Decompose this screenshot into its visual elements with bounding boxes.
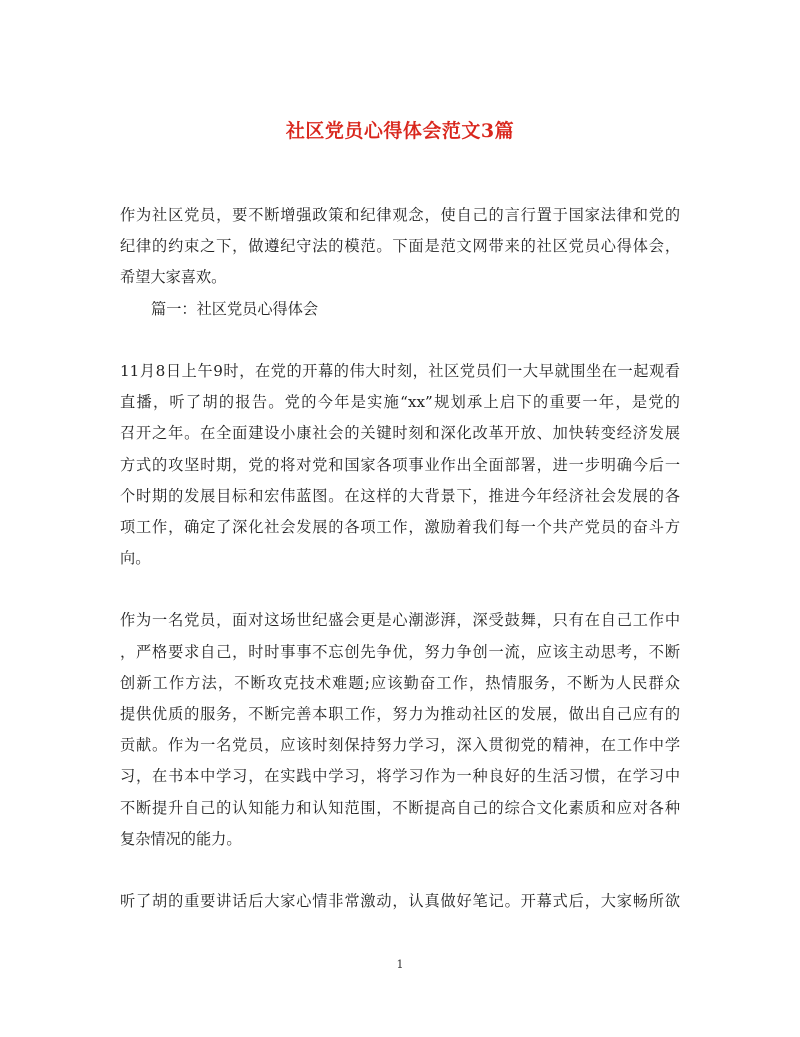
paragraph-2-line: 提供优质的服务，不断完善本职工作，努力为推动社区的发展，做出自己应有的 <box>120 705 680 723</box>
paragraph-1-line: 11月8日上午9时，在党的开幕的伟大时刻，社区党员们一大早就围坐在一起观看 <box>120 361 680 380</box>
paragraph-1-line: 向。 <box>120 549 151 568</box>
paragraph-1-line: 项工作，确定了深化社会发展的各项工作，激励着我们每一个共产党员的奋斗方 <box>120 517 680 536</box>
paragraph-1-line: 个时期的发展目标和宏伟蓝图。在这样的大背景下，推进今年经济社会发展的各 <box>120 486 680 505</box>
paragraph-gap <box>120 325 680 356</box>
paragraph-1-line: 召开之年。在全面建设小康社会的关键时刻和深化改革开放、加快转变经济发展 <box>120 424 680 443</box>
paragraph-2-line: 创新工作方法，不断攻克技术难题;应该勤奋工作，热情服务，不断为人民群众 <box>120 673 680 692</box>
intro-paragraph <box>120 200 680 294</box>
paragraph-3-line: 听了胡的重要讲话后大家心情非常激动，认真做好笔记。开幕式后，大家畅所欲 <box>120 892 680 911</box>
intro-line-2: 纪律的约束之下，做遵纪守法的模范。下面是范文网带来的社区党员心得体会， <box>120 237 680 256</box>
intro-line-1: 作为社区党员，要不断增强政策和纪律观念，使自己的言行置于国家法律和党的 <box>120 206 680 224</box>
paragraph-3 <box>120 886 680 917</box>
paragraph-2-line: ，严格要求自己，时时事事不忘创先争优，努力争创一流，应该主动思考，不断 <box>120 642 680 661</box>
paragraph-2-line: 贡献。作为一名党员，应该时刻保持努力学习，深入贯彻党的精神，在工作中学 <box>120 736 680 755</box>
paragraph-2-line: 作为一名党员，面对这场世纪盛会更是心潮澎湃，深受鼓舞，只有在自己工作中 <box>120 611 680 630</box>
paragraph-1-line: 方式的攻坚时期，党的将对党和国家各项事业作出全面部署，进一步明确今后一 <box>120 455 680 474</box>
intro-line-3: 希望大家喜欢。 <box>120 268 227 287</box>
paragraph-1-line: 直播，听了胡的报告。党的今年是实施“xx”规划承上启下的重要一年，是党的 <box>120 393 680 412</box>
paragraph-2 <box>120 605 680 855</box>
section-heading: 篇一：社区党员心得体会 <box>151 299 319 318</box>
document-body <box>120 200 680 917</box>
paragraph-2-line: 习，在书本中学习，在实践中学习，将学习作为一种良好的生活习惯，在学习中 <box>120 767 680 786</box>
page-number: 1 <box>396 958 404 971</box>
paragraph-gap <box>120 574 680 605</box>
paragraph-2-line: 复杂情况的能力。 <box>120 829 242 848</box>
paragraph-2-line: 不断提升自己的认知能力和认知范围，不断提高自己的综合文化素质和应对各种 <box>120 798 680 817</box>
document-title: 社区党员心得体会范文3篇 <box>285 120 515 142</box>
paragraph-1 <box>120 356 680 574</box>
paragraph-gap <box>120 855 680 886</box>
